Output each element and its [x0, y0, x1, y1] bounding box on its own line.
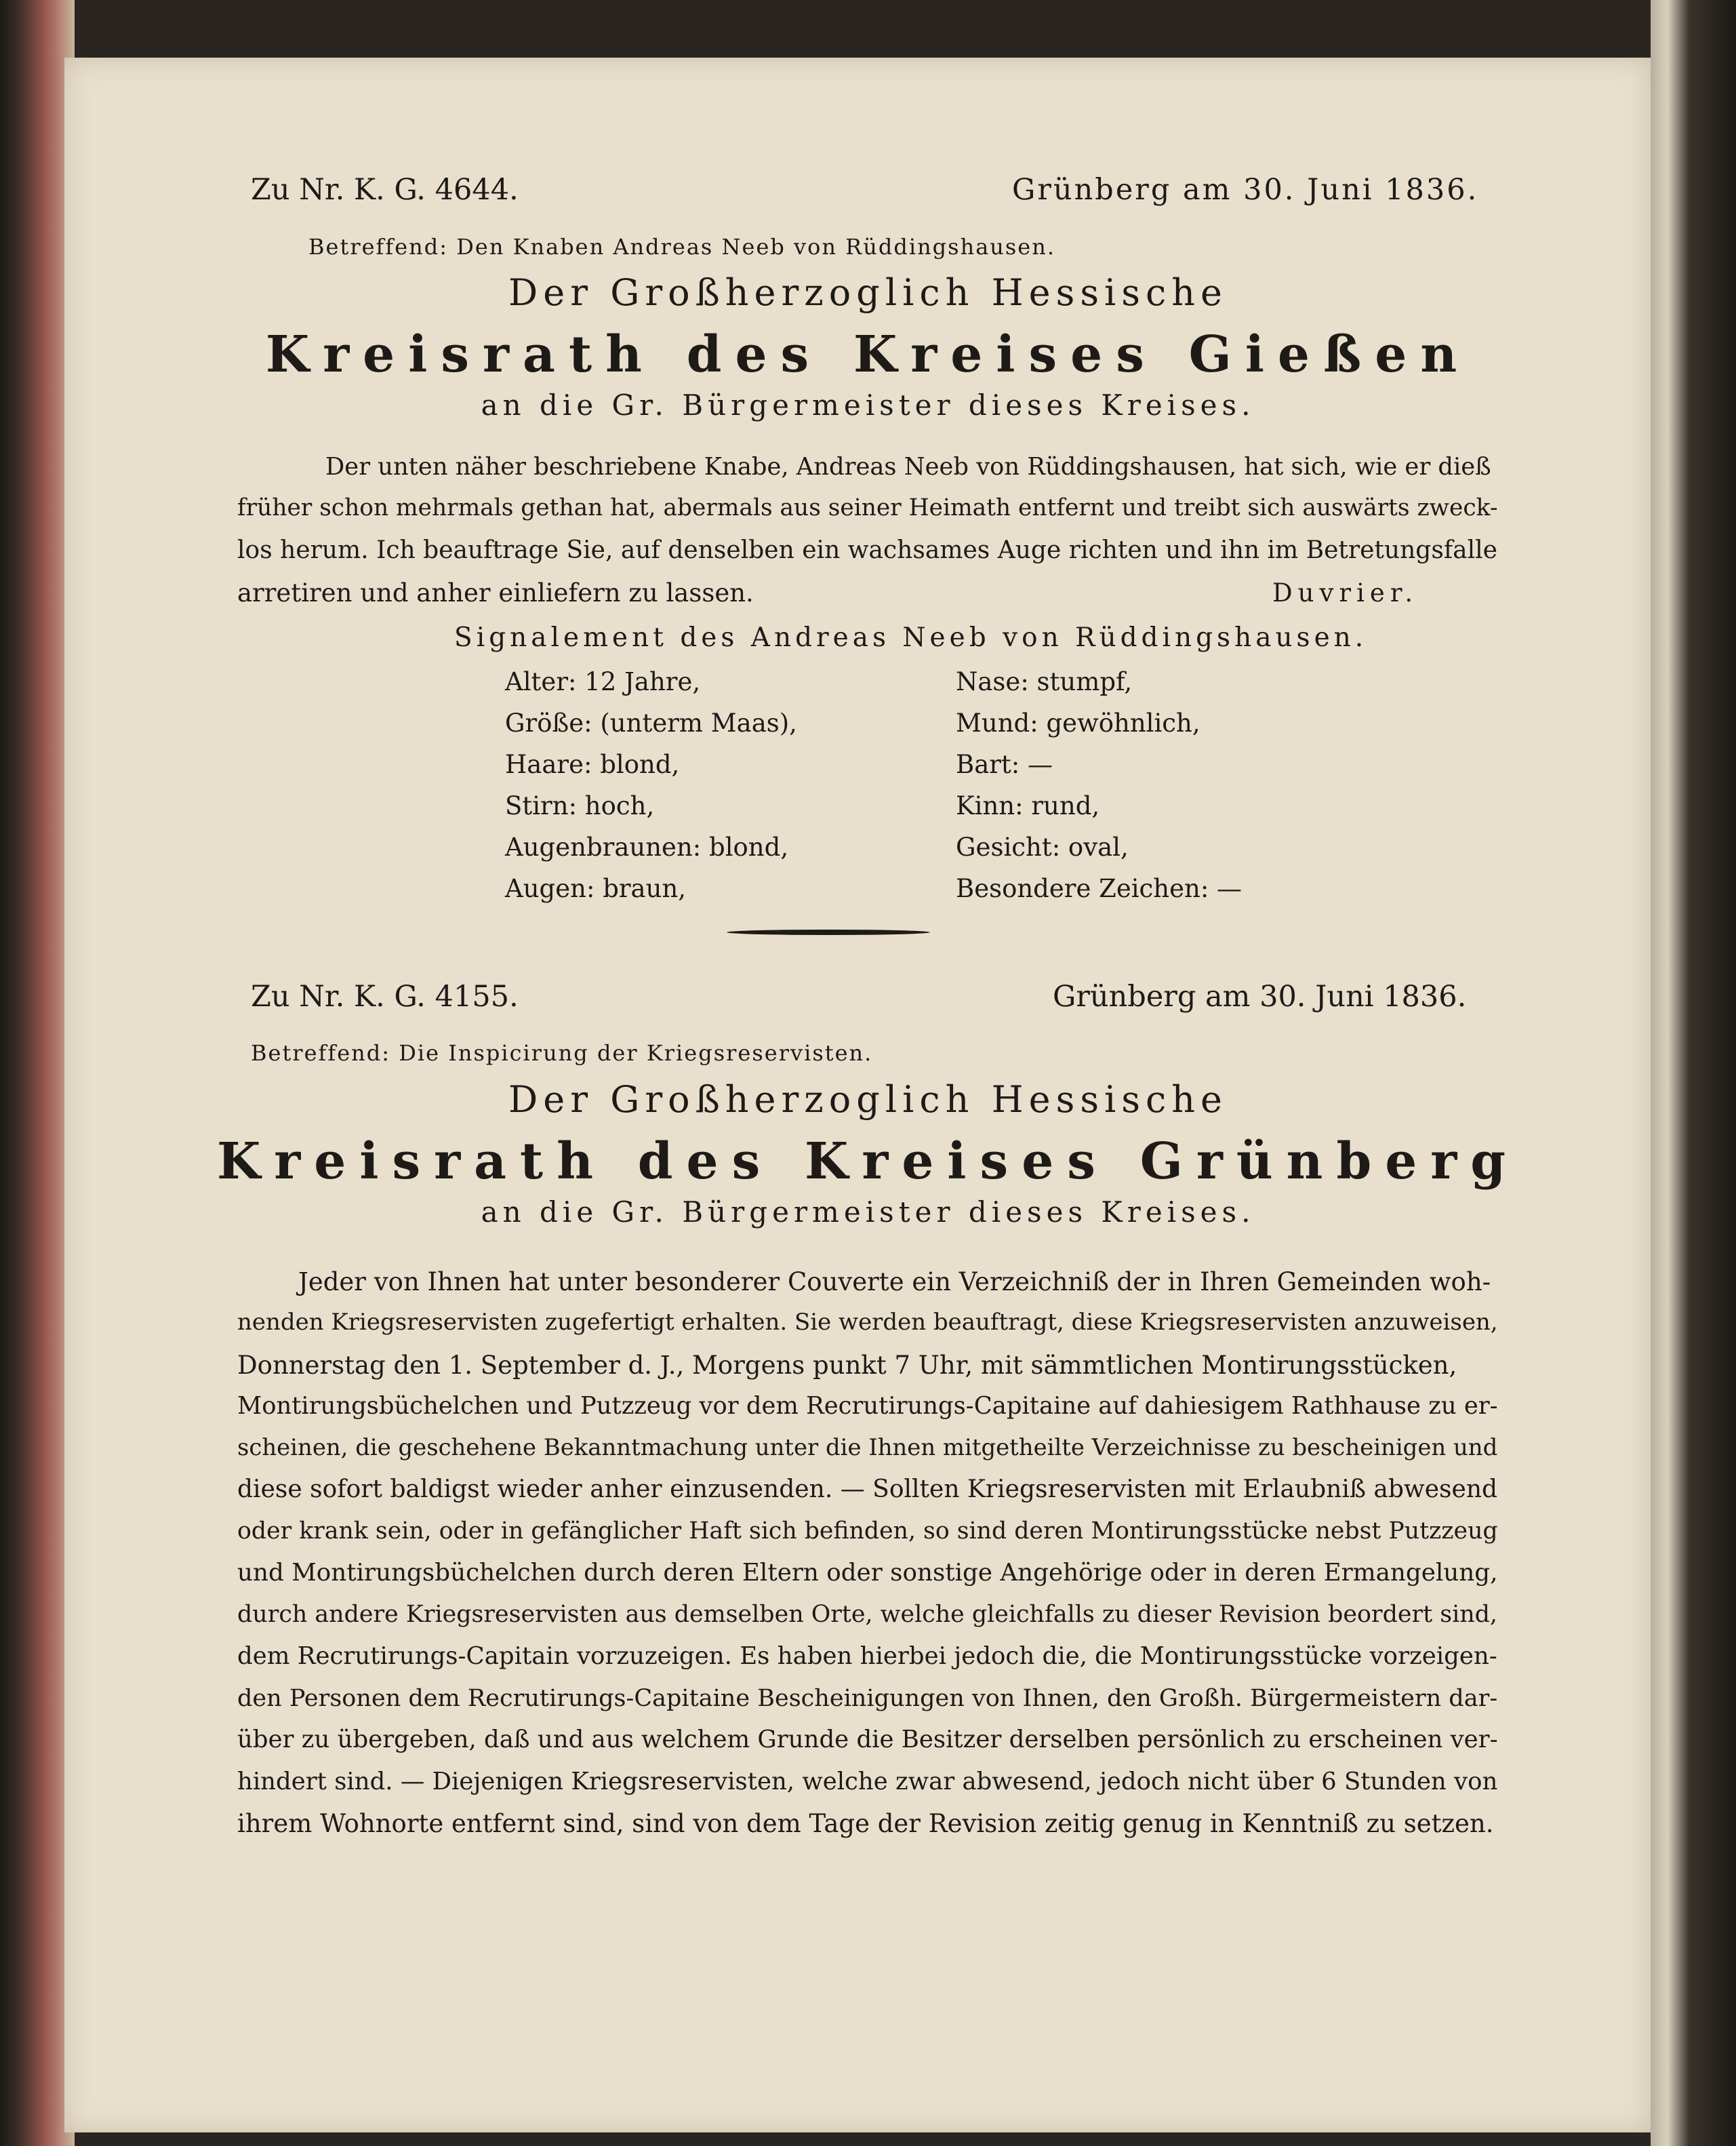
signalement-left-column	[505, 661, 797, 909]
notice2-body-line: diese sofort baldigst wieder anher einzusenden. — Sollten Kriegsreservisten mit Erlaubniß abwesend	[237, 1475, 1498, 1503]
signalement-entry: Augenbraunen: blond,	[505, 833, 789, 862]
signalement-entry: Alter: 12 Jahre,	[505, 667, 701, 696]
notice2-body-line: über zu übergeben, daß und aus welchem Grunde die Besitzer derselben persönlich zu erscheinen ver-	[237, 1726, 1498, 1753]
signalement-title: Signalement des Andreas Neeb von Rüddingshausen.	[454, 622, 1368, 653]
notice2-body-line: oder krank sein, oder in gefänglicher Haft sich befinden, so sind deren Montirungsstücke nebst Putzzeug	[237, 1517, 1498, 1545]
notice2-heading-sub: an die Gr. Bürgermeister dieses Kreises.	[481, 1195, 1255, 1229]
notice1-body-line: arretiren und anher einliefern zu lassen.	[237, 578, 754, 608]
notice1-body-line: Der unten näher beschriebene Knabe, Andreas Neeb von Rüddingshausen, hat sich, wie er dieß	[325, 453, 1491, 481]
notice2-heading-main: Kreisrath des Kreises Grünberg	[216, 1132, 1520, 1191]
notice2-body-line: und Montirungsbüchelchen durch deren Eltern oder sonstige Angehörige oder in deren Ermangelung,	[237, 1559, 1498, 1587]
notice2-place-date: Grünberg am 30. Juni 1836.	[1053, 980, 1467, 1014]
notice1-betreffend: Betreffend: Den Knaben Andreas Neeb von Rüddingshausen.	[308, 234, 1056, 260]
signalement-entry: Kinn: rund,	[956, 791, 1100, 820]
signalement-entry: Gesicht: oval,	[956, 833, 1129, 862]
signalement-entry: Bart: —	[956, 750, 1053, 779]
signalement-entry: Nase: stumpf,	[956, 667, 1133, 696]
signalement-entry: Augen: braun,	[505, 874, 687, 903]
notice1-body-line: früher schon mehrmals gethan hat, abermals aus seiner Heimath entfernt und treibt sich auswärts zweck-	[237, 494, 1498, 521]
notice2-body-line: ihrem Wohnorte entfernt sind, sind von dem Tage der Revision zeitig genug in Kenntniß zu setzen.	[237, 1809, 1494, 1838]
book-binding-left	[0, 0, 75, 2146]
notice2-body-line: dem Recrutirungs-Capitain vorzuzeigen. Es haben hierbei jedoch die, die Montirungsstücke vorzeigen-	[237, 1642, 1497, 1670]
notice2-body-line: Donnerstag den 1. September d. J., Morgens punkt 7 Uhr, mit sämmtlichen Montirungsstücken,	[237, 1351, 1457, 1380]
notice1-place-date: Grünberg am 30. Juni 1836.	[1012, 173, 1479, 207]
notice2-body-line: nenden Kriegsreservisten zugefertigt erhalten. Sie werden beauftragt, diese Kriegsreservisten anzuweisen,	[237, 1309, 1498, 1336]
signalement-entry: Größe: (unterm Maas),	[505, 709, 797, 738]
signalement-entry: Besondere Zeichen: —	[956, 874, 1243, 903]
notice2-betreffend: Betreffend: Die Inspicirung der Kriegsreservisten.	[251, 1040, 873, 1066]
notice2-body-line: Montirungsbüchelchen und Putzzeug vor dem Recrutirungs-Capitaine auf dahiesigem Rathhause zu er-	[237, 1392, 1498, 1420]
notice2-body-line: Jeder von Ihnen hat unter besonderer Couverte ein Verzeichniß der in Ihren Gemeinden woh-	[298, 1267, 1491, 1296]
notice1-heading-sub: an die Gr. Bürgermeister dieses Kreises.	[481, 389, 1255, 422]
notice1-body-line: los herum. Ich beauftrage Sie, auf denselben ein wachsames Auge richten und ihn im Betretungsfalle	[237, 536, 1497, 564]
notice1-reference: Zu Nr. K. G. 4644.	[251, 173, 519, 207]
notice1-heading-main: Kreisrath des Kreises Gießen	[265, 325, 1471, 384]
signalement-entry: Haare: blond,	[505, 750, 680, 779]
notice1-signature: Duvrier.	[1272, 578, 1419, 608]
notice2-body-line: hindert sind. — Diejenigen Kriegsreservisten, welche zwar abwesend, jedoch nicht über 6 Stunden von	[237, 1768, 1498, 1795]
book-binding-right	[1651, 0, 1736, 2146]
notice1-heading-pre: Der Großherzoglich Hessische	[508, 271, 1228, 314]
signalement-right-column	[956, 661, 1242, 909]
notice2-body-line: durch andere Kriegsreservisten aus demselben Orte, welche gleichfalls zu dieser Revision beordert sind,	[237, 1601, 1498, 1628]
notice2-reference: Zu Nr. K. G. 4155.	[251, 980, 519, 1014]
notice2-body-line: scheinen, die geschehene Bekanntmachung unter die Ihnen mitgetheilte Verzeichnisse zu bescheinigen und	[237, 1434, 1498, 1461]
notice2-body-line: den Personen dem Recrutirungs-Capitaine Bescheinigungen von Ihnen, den Großh. Bürgermeistern dar-	[237, 1684, 1498, 1712]
section-divider	[727, 930, 930, 935]
signalement-entry: Mund: gewöhnlich,	[956, 709, 1200, 738]
notice2-heading-pre: Der Großherzoglich Hessische	[508, 1078, 1228, 1121]
signalement-entry: Stirn: hoch,	[505, 791, 655, 820]
